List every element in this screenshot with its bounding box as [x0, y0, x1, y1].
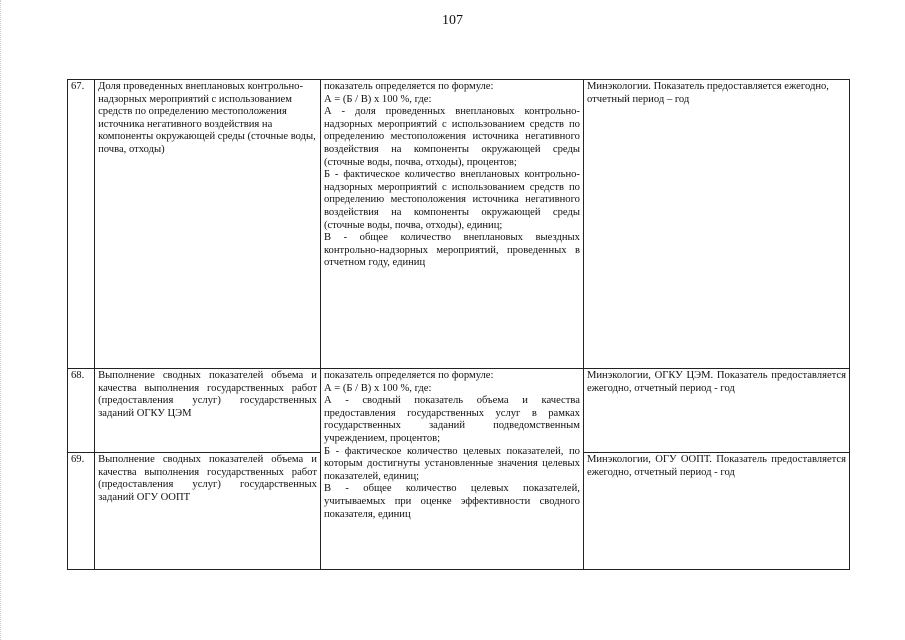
row-number: 67.: [68, 80, 95, 369]
shared-formula-cell: [320, 369, 583, 570]
row-number: 68.: [68, 369, 95, 453]
indicator-name: Выполнение сводных показателей объема и качества выполнения государственных работ (предоставления услуг) государственных заданий ОГУ ООПТ: [95, 453, 321, 570]
indicators-table: [67, 79, 850, 570]
formula-line: В - общее количество внеплановых выездных контрольно-надзорных мероприятий, проведенных в отчетном году, единиц: [323, 232, 580, 269]
formula-line: В - общее количество целевых показателей, учитываемых при оценке эффективности сводного показателя, единиц: [323, 483, 580, 520]
table-row: [68, 369, 850, 453]
formula-line: показатель определяется по формуле:: [323, 370, 494, 381]
table-row: [68, 80, 850, 369]
formula-line: показатель определяется по формуле:: [323, 81, 494, 92]
indicator-name: Выполнение сводных показателей объема и качества выполнения государственных работ (предоставления услуг) государственных заданий ОГКУ ЦЭМ: [95, 369, 321, 453]
source-cell: Минэкологии, ОГКУ ЦЭМ. Показатель предоставляется ежегодно, отчетный период - год: [583, 369, 849, 453]
indicator-name: Доля проведенных внеплановых контрольно-надзорных мероприятий с использованием средств по определению местоположения источника негативного воздействия на компоненты окружающей среды (сточные воды, почва, отходы): [95, 80, 321, 369]
scan-edge-marks: [0, 0, 5, 640]
formula-line: Б - фактическое количество целевых показателей, по которым достигнуты установленные значения целевых показателей, единиц;: [323, 445, 580, 482]
page-number: 107: [442, 13, 463, 28]
row-number: 69.: [68, 453, 95, 570]
source-cell: Минэкологии, ОГУ ООПТ. Показатель предоставляется ежегодно, отчетный период - год: [583, 453, 849, 570]
source-cell: Минэкологии. Показатель предоставляется ежегодно, отчетный период – год: [583, 80, 849, 369]
formula-line: А = (Б / В) x 100 %, где:: [323, 382, 432, 394]
formula-line: А - сводный показатель объема и качества предоставления государственных услуг в рамках государственных заданий подведомственным учреждением, процентов;: [323, 395, 580, 444]
formula-line: А - доля проведенных внеплановых контрольно-надзорных мероприятий с использованием средств по определению местоположения источника негативного воздействия на компоненты окружающей среды (сточные воды, почва, отходы), процентов;: [323, 106, 580, 168]
formula-cell: [320, 80, 583, 369]
formula-line: А = (Б / В) x 100 %, где:: [323, 93, 432, 105]
formula-line: Б - фактическое количество внеплановых контрольно-надзорных мероприятий с использованием средств по определению местоположения источника негативного воздействия на компоненты окружающей среды (сточные воды, почва, отходы), единиц;: [323, 169, 580, 231]
